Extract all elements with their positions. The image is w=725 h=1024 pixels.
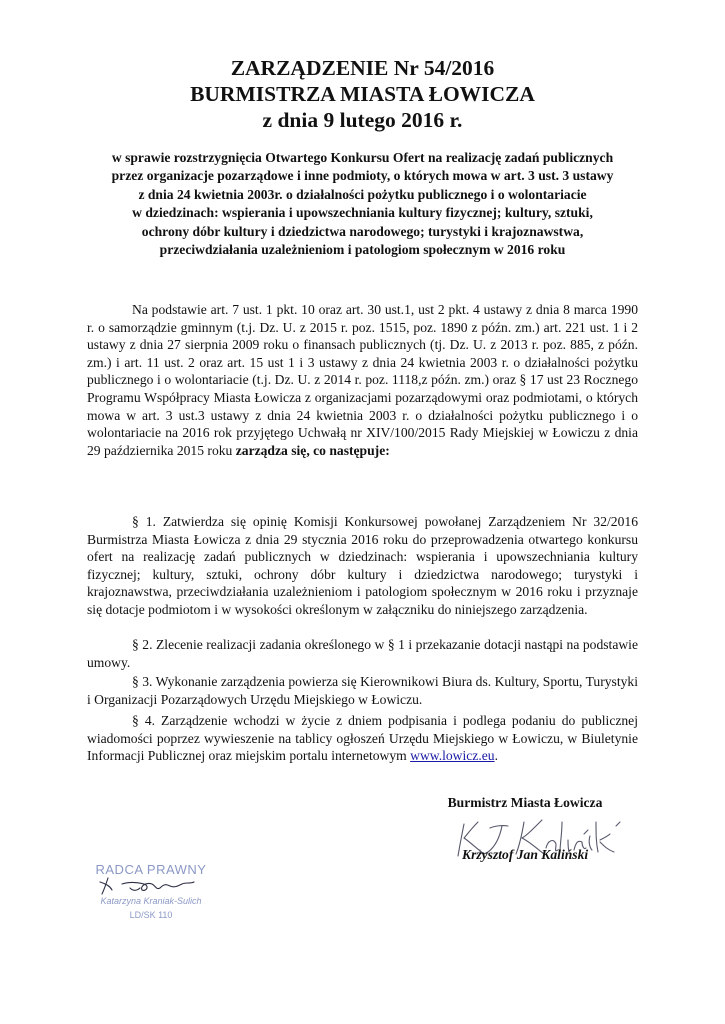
stamp-counsel-name: Katarzyna Kraniak-Sulich [100,896,202,906]
stamp-title: RADCA PRAWNY [95,862,207,877]
subject-line: ochrony dóbr kultury i dziedzictwa narodowego; turystyki i krajoznawstwa, [141,223,584,239]
section-1: § 1. Zatwierdza się opinię Komisji Konkursowej powołanej Zarządzeniem Nr 32/2016 Burmistrza Miasta Łowicza z dnia 29 stycznia 2016 roku do przeprowadzenia otwartego konkursu ofert na realizację zadań publicznych w dziedzinach: wspierania i upowszechniania kultury fizycznej; kultury, sztuki, ochrony dóbr kultury i dziedzictwa narodowego; turystyki i krajoznawstwa, przeciwdziałania uzależnieniom i patologiom społecznym w 2016 roku i przyznaje się dotacje podmiotom i w wysokości określonym w załączniku do niniejszego zarządzenia. [87,514,638,617]
decree-phrase: zarządza się, co następuje: [235,442,390,458]
legal-basis-paragraph [87,301,638,459]
portal-link[interactable]: www.lowicz.eu [410,748,495,764]
signatory-name: Krzysztof Jan Kaliński [462,847,589,862]
subject-line: z dnia 24 kwietnia 2003r. o działalności pożytku publicznego i o wolontariacie [138,186,587,202]
legal-basis-text: Na podstawie art. 7 ust. 1 pkt. 10 oraz art. 30 ust.1, ust 2 pkt. 4 ustawy z dnia 8 marca 1990 r. o samorządzie gminnym (t.j. Dz. U. z 2015 r. poz. 1515, poz. 1890 z późn. zm.) art. 221 ust. 1 i 2 ustawy z dnia 27 sierpnia 2009 roku o finansach publicznych (tj. Dz. U. z 2013 r. poz. 885, z późn. zm.) i art. 11 ust. 2 oraz art. 15 ust 1 i 3 ustawy z dnia 24 kwietnia 2003 r. o działalności pożytku publicznego i o wolontariacie (t.j. Dz. U. z 2014 r. poz. 1118,z późn. zm.) oraz § 17 ust 23 Rocznego Programu Współpracy Miasta Łowicza z organizacjami pozarządowymi oraz podmiotami, o których mowa w art. 3 ust.3 ustawy z dnia 24 kwietnia 2003 r. o działalności pożytku publicznego i o wolontariacie na 2016 rok przyjętego Uchwałą nr XIV/100/2015 Rady Miejskiej w Łowiczu z dnia 29 października 2015 roku [87,302,638,458]
document-title: ZARZĄDZENIE Nr 54/2016 [230,56,495,80]
section-3: § 3. Wykonanie zarządzenia powierza się Kierownikowi Biura ds. Kultury, Sportu, Turystyki i Organizacji Pozarządowych Urzędu Miejskiego w Łowiczu. [87,674,638,707]
subject-line: przeciwdziałania uzależnieniom i patologiom społecznym w 2016 roku [159,242,566,258]
legal-counsel-stamp [86,858,216,936]
section-4 [87,712,638,765]
document-date: z dnia 9 lutego 2016 r. [262,108,463,132]
subject-block [60,149,665,259]
document-issuer: BURMISTRZA MIASTA ŁOWICZA [190,82,535,106]
section-4-end: . [494,748,498,764]
subject-line: w dziedzinach: wspierania i upowszechniania kultury fizycznej; kultury, sztuki, [132,205,593,221]
signatory-title: Burmistrz Miasta Łowicza [447,795,603,810]
subject-line: w sprawie rozstrzygnięcia Otwartego Konkursu Ofert na realizację zadań publicznych [111,150,614,165]
stamp-signature [86,872,216,898]
subject-line: przez organizacje pozarządowe i inne podmioty, o których mowa w art. 3 ust. 3 ustawy [111,168,614,184]
stamp-reg-number: LD/SK 110 [129,910,173,920]
section-2: § 2. Zlecenie realizacji zadania określonego w § 1 i przekazanie dotacji nastąpi na podstawie umowy. [87,637,638,670]
section-4-text: § 4. Zarządzenie wchodzi w życie z dniem podpisania i podlega podaniu do publicznej wiadomości poprzez wywieszenie na tablicy ogłoszeń Urzędu Miejskiego w Łowiczu, w Biuletynie Informacji Publicznej oraz miejskim portalu internetowym [87,713,638,764]
